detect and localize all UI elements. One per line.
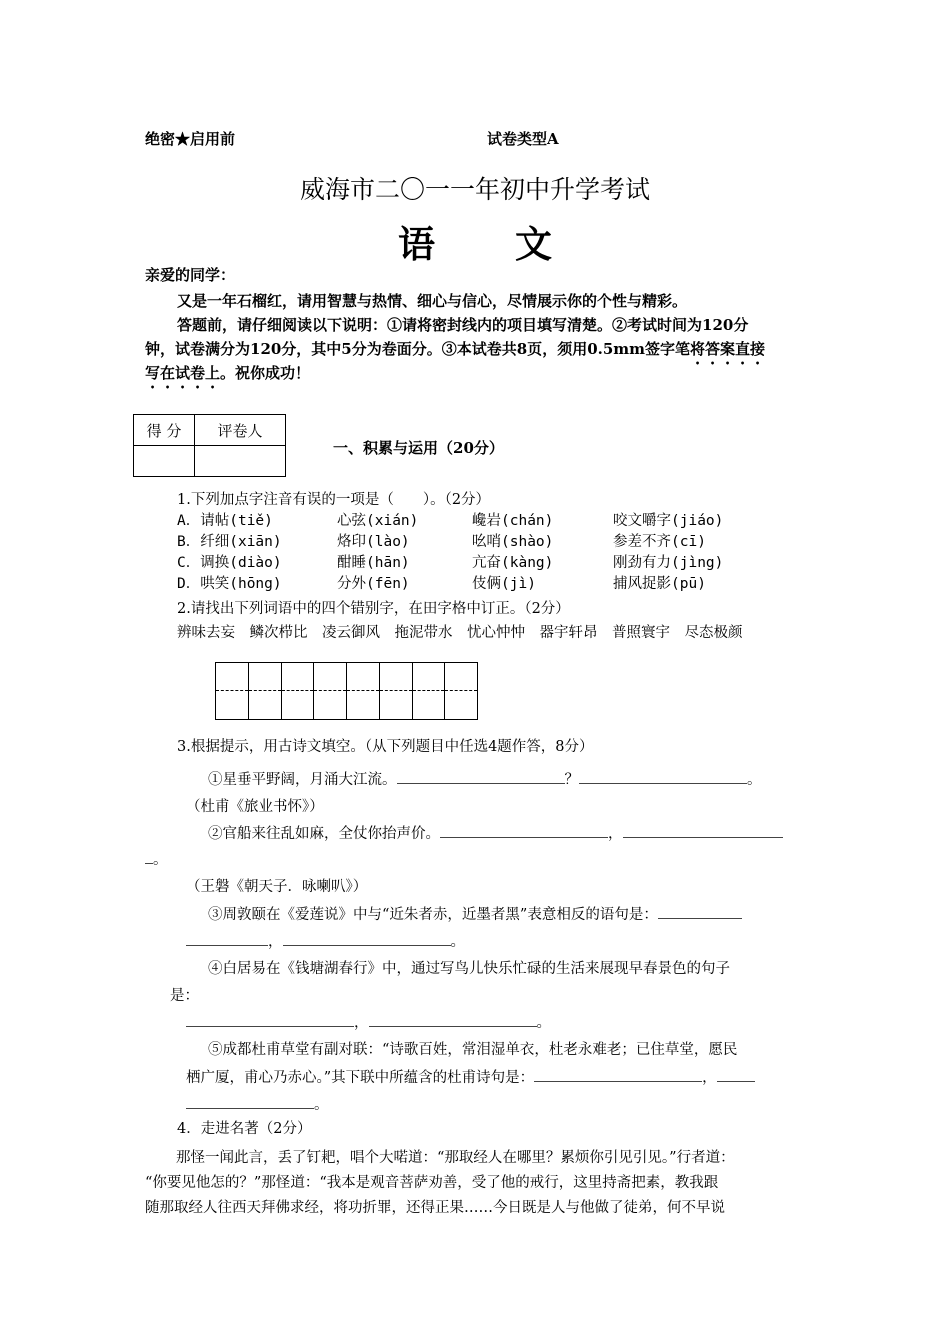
grader-header: 评卷人 bbox=[195, 415, 286, 446]
punct: 。 bbox=[153, 852, 168, 868]
q3-item-4-cont: 是： bbox=[170, 988, 199, 1004]
item-text: ②官船来往乱如麻，全仗你抬声价。 bbox=[208, 826, 440, 842]
punct: ， bbox=[354, 1015, 369, 1031]
grid-cell[interactable] bbox=[281, 663, 314, 719]
tian-grid[interactable] bbox=[215, 662, 478, 720]
answer-blank[interactable] bbox=[145, 849, 153, 864]
grid-cell[interactable] bbox=[313, 663, 346, 719]
q3-item-4: ④白居易在《钱塘湖春行》中，通过写鸟儿快乐忙碌的生活来展现早春景色的句子 bbox=[208, 961, 730, 977]
q4-stem: 4．走进名著（2分） bbox=[177, 1121, 312, 1137]
punct: 。 bbox=[536, 1015, 551, 1031]
answer-blank[interactable] bbox=[623, 823, 783, 838]
option-word: 捕风捉影(pū) bbox=[613, 576, 706, 592]
option-word: C．调换(diào) bbox=[177, 555, 282, 571]
q3-item-2-cont bbox=[145, 848, 168, 869]
q2-stem: 2.请找出下列词语中的四个错别字，在田字格中订正。（2分） bbox=[177, 601, 570, 617]
option-word: B．纤细(xiān) bbox=[177, 534, 282, 550]
grid-cell[interactable] bbox=[379, 663, 412, 719]
grid-cell[interactable] bbox=[412, 663, 445, 719]
option-word: D．哄笑(hōng) bbox=[177, 576, 282, 592]
option-word: 伎俩(jì) bbox=[472, 576, 536, 592]
intro-text: 。祝你成功！ bbox=[220, 364, 311, 382]
confidential-label: 绝密★启用前 bbox=[145, 130, 236, 148]
item-text: ③周敦颐在《爱莲说》中与“近朱者赤，近墨者黑”表意相反的语句是： bbox=[208, 907, 658, 923]
option-word: 心弦(xián) bbox=[337, 513, 419, 529]
intro-text: 钟，试卷满分为120分，其中5分为卷面分。③本试卷共8页，须用0.5mm签字笔 bbox=[145, 340, 691, 358]
greeting: 亲爱的同学： bbox=[145, 266, 236, 284]
punct: 。 bbox=[450, 934, 465, 950]
answer-blank[interactable] bbox=[186, 931, 268, 946]
answer-blank[interactable] bbox=[186, 1094, 314, 1109]
q4-passage-line-1: 那怪一闻此言，丢了钉耙，唱个大喏道：“那取经人在哪里？累烦你引见引见。”行者道： bbox=[176, 1150, 735, 1166]
q3-item-5-answer bbox=[186, 1093, 329, 1114]
answer-blank[interactable] bbox=[579, 769, 747, 784]
option-word: 咬文嚼字(jiáo) bbox=[613, 513, 724, 529]
answer-blank[interactable] bbox=[397, 769, 565, 784]
item-text: 栖广厦，甫心乃赤心。”其下联中所蕴含的杜甫诗句是： bbox=[186, 1070, 535, 1086]
option-word: 亢奋(kàng) bbox=[472, 555, 554, 571]
emphasized-text: 将答案直接 bbox=[690, 340, 766, 358]
grader-cell[interactable] bbox=[195, 446, 286, 477]
punct: ， bbox=[702, 1070, 717, 1086]
answer-blank[interactable] bbox=[283, 931, 451, 946]
option-word: 参差不齐(cī) bbox=[613, 534, 706, 550]
q3-item-5-cont bbox=[186, 1066, 755, 1087]
option-word: A．请帖(tiě) bbox=[177, 513, 273, 529]
answer-blank[interactable] bbox=[369, 1012, 537, 1027]
intro-paragraph-2-line-3 bbox=[145, 362, 310, 392]
emphasized-text: 写在试卷上 bbox=[145, 364, 221, 382]
score-cell[interactable] bbox=[134, 446, 195, 477]
grid-cell[interactable] bbox=[216, 663, 248, 719]
punct: ， bbox=[608, 826, 623, 842]
option-word: 吆哨(shào) bbox=[472, 534, 554, 550]
grid-cell[interactable] bbox=[444, 663, 477, 719]
option-word: 分外(fēn) bbox=[337, 576, 410, 592]
answer-blank[interactable] bbox=[658, 904, 742, 919]
q3-item-4-answer bbox=[186, 1011, 551, 1032]
q2-words: 辨味去妄 鳞次栉比 凌云御风 拖泥带水 忧心忡忡 器宇轩昂 普照寰宇 尽态极颜 bbox=[177, 625, 743, 641]
option-word: 刚劲有力(jìng) bbox=[613, 555, 724, 571]
q3-item-5: ⑤成都杜甫草堂有副对联：“诗歌百姓，常泪湿单衣，杜老永难老；已住草堂，愿民 bbox=[208, 1042, 738, 1058]
q3-item-3-cont bbox=[186, 930, 465, 951]
q3-stem: 3.根据提示，用古诗文填空。（从下列题目中任选4题作答，8分） bbox=[177, 739, 594, 755]
q4-passage-line-3: 随那取经人往西天拜佛求经，将功折罪，还得正果……今日既是人与他做了徒弟，何不早说 bbox=[145, 1200, 725, 1216]
q4-passage-line-2: “你要见他怎的？”那怪道：“我本是观音菩萨劝善，受了他的戒行，这里持斋把素，教我跟 bbox=[145, 1175, 719, 1191]
punct: 。 bbox=[314, 1097, 329, 1113]
score-header: 得 分 bbox=[134, 415, 195, 446]
answer-blank[interactable] bbox=[440, 823, 608, 838]
q1-stem: 1.下列加点字注音有误的一项是（ ）。（2分） bbox=[177, 492, 491, 508]
q3-item-3 bbox=[208, 903, 742, 924]
subject-title: 语文 bbox=[398, 223, 632, 266]
grid-cell[interactable] bbox=[248, 663, 281, 719]
option-word: 烙印(lào) bbox=[337, 534, 410, 550]
punct: ？ bbox=[564, 772, 579, 788]
answer-blank[interactable] bbox=[186, 1012, 354, 1027]
q3-item-2 bbox=[208, 822, 783, 843]
answer-blank[interactable] bbox=[717, 1067, 755, 1082]
option-word: 巉岩(chán) bbox=[472, 513, 554, 529]
intro-paragraph-1: 又是一年石榴红，请用智慧与热情、细心与信心，尽情展示你的个性与精彩。 bbox=[177, 292, 688, 310]
item-text: ①星垂平野阔，月涌大江流。 bbox=[208, 772, 397, 788]
grid-cell[interactable] bbox=[346, 663, 379, 719]
exam-title: 威海市二〇一一年初中升学考试 bbox=[299, 175, 650, 204]
score-box bbox=[133, 414, 286, 477]
punct: ， bbox=[268, 934, 283, 950]
punct: 。 bbox=[747, 772, 762, 788]
section-1-heading: 一、积累与运用（20分） bbox=[333, 439, 504, 457]
q3-item-1 bbox=[208, 768, 762, 789]
q3-item-1-source: （杜甫《旅业书怀》） bbox=[186, 799, 324, 815]
paper-type-label: 试卷类型A bbox=[487, 130, 559, 148]
q3-item-2-source: （王磐《朝天子．咏喇叭》） bbox=[186, 879, 368, 895]
intro-paragraph-2-line-1: 答题前，请仔细阅读以下说明：①请将密封线内的项目填写清楚。②考试时间为120分 bbox=[177, 316, 749, 334]
answer-blank[interactable] bbox=[534, 1067, 702, 1082]
option-word: 酣睡(hān) bbox=[337, 555, 410, 571]
